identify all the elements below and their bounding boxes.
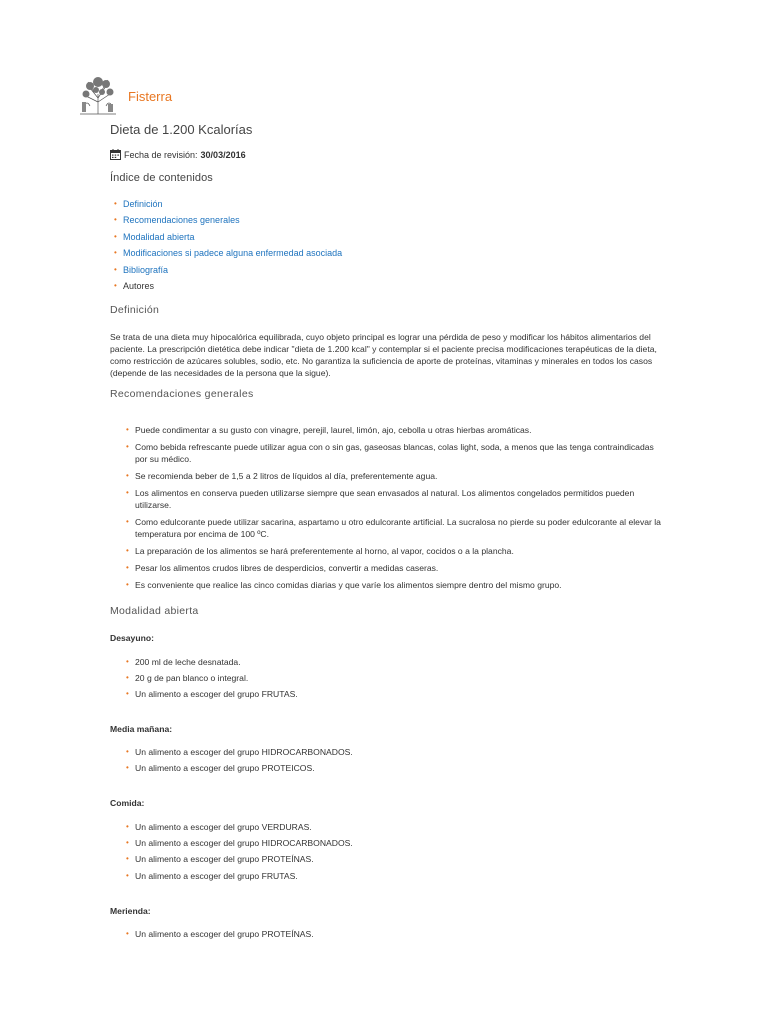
list-item: • Un alimento a escoger del grupo PROTEÍNAS. [126,851,353,867]
toc-link-bibliografia[interactable]: Bibliografía [123,264,169,275]
list-item: • Un alimento a escoger del grupo HIDROCARBONADOS. [126,835,353,851]
list-item: • Los alimentos en conserva pueden utilizarse siempre que sean envasados al natural. Los alimentos congelados permitidos pueden utilizarse. [126,487,666,511]
toc-link-modificaciones[interactable]: Modificaciones si padece alguna enfermedad asociada [123,248,343,259]
toc-item[interactable] [114,262,342,278]
elsevier-tree-logo [76,76,120,116]
section-heading-definicion: Definición [110,304,160,316]
section-heading-modalidad: Modalidad abierta [110,605,199,617]
list-item: • Un alimento a escoger del grupo HIDROCARBONADOS. [126,744,353,760]
meal-list-comida [126,819,353,884]
meal-heading-media-manana: Media mañana: [110,724,173,734]
header [76,76,120,116]
toc-item[interactable] [114,245,342,261]
section-heading-recomendaciones: Recomendaciones generales [110,388,254,400]
toc-link-recomendaciones[interactable]: Recomendaciones generales [123,215,240,226]
meal-heading-desayuno: Desayuno: [110,633,154,643]
meal-list-media-manana [126,744,353,776]
revision-value: 30/03/2016 [200,149,246,160]
list-item: • Se recomienda beber de 1,5 a 2 litros de líquidos al día, preferentemente agua. [126,470,666,482]
meal-list-desayuno [126,654,298,703]
toc-link-definicion[interactable]: Definición [123,199,163,209]
toc-item[interactable] [114,229,342,245]
revision-label: Fecha de revisión: [124,149,198,160]
toc-autores: Autores [123,281,155,292]
list-item: • Un alimento a escoger del grupo VERDURAS. [126,819,353,835]
toc-item[interactable] [114,212,342,228]
calendar-icon [110,149,121,160]
list-item: • La preparación de los alimentos se hará preferentemente al horno, al vapor, cocidos o a la plancha. [126,545,666,557]
toc-heading: Índice de contenidos [110,172,213,184]
brand-name[interactable]: Fisterra [128,89,173,104]
toc-list [114,196,342,294]
page-title: Dieta de 1.200 Kcalorías [110,122,253,137]
list-item: • 200 ml de leche desnatada. [126,654,298,670]
list-item: • Es conveniente que realice las cinco comidas diarias y que varíe los alimentos siempre dentro del mismo grupo. [126,579,666,591]
meal-heading-merienda: Merienda: [110,906,151,916]
list-item: • Como bebida refrescante puede utilizar agua con o sin gas, gaseosas blancas, colas light, soda, a menos que las tenga contraindicadas por su médico. [126,441,666,465]
list-item: • Un alimento a escoger del grupo PROTEÍNAS. [126,926,314,942]
toc-item [114,278,342,294]
revision-date [110,149,246,160]
list-item: • Un alimento a escoger del grupo PROTEICOS. [126,760,353,776]
list-item: • Un alimento a escoger del grupo FRUTAS. [126,868,353,884]
list-item: • 20 g de pan blanco o integral. [126,670,298,686]
list-item: • Un alimento a escoger del grupo FRUTAS. [126,686,298,702]
toc-link-modalidad[interactable]: Modalidad abierta [123,231,195,242]
definicion-text: Se trata de una dieta muy hipocalórica equilibrada, cuyo objeto principal es lograr una pérdida de peso y modificar los hábitos alimentarios del paciente. La prescripción dietética debe indicar "dieta de 1.200 kcal" y contemplar si el paciente precisa modificaciones terapéuticas de la dieta, como restricción de azúcares solubles, sodio, etc. No garantiza la suficiencia de aporte de proteínas, vitaminas y minerales en todos los casos (depende de las necesidades de la persona que la sigue). [110,332,657,378]
list-item: • Puede condimentar a su gusto con vinagre, perejil, laurel, limón, ajo, cebolla u otras hierbas aromáticas. [126,424,666,436]
list-item: • Pesar los alimentos crudos libres de desperdicios, convertir a medidas caseras. [126,562,666,574]
meal-heading-comida: Comida: [110,798,145,808]
toc-item[interactable] [114,196,342,212]
meal-list-merienda [126,926,314,942]
recomendaciones-list [126,424,666,596]
list-item: • Como edulcorante puede utilizar sacarina, aspartamo u otro edulcorante artificial. La sucralosa no pierde su poder edulcorante al elevar la temperatura por encima de 100 ºC. [126,516,666,540]
